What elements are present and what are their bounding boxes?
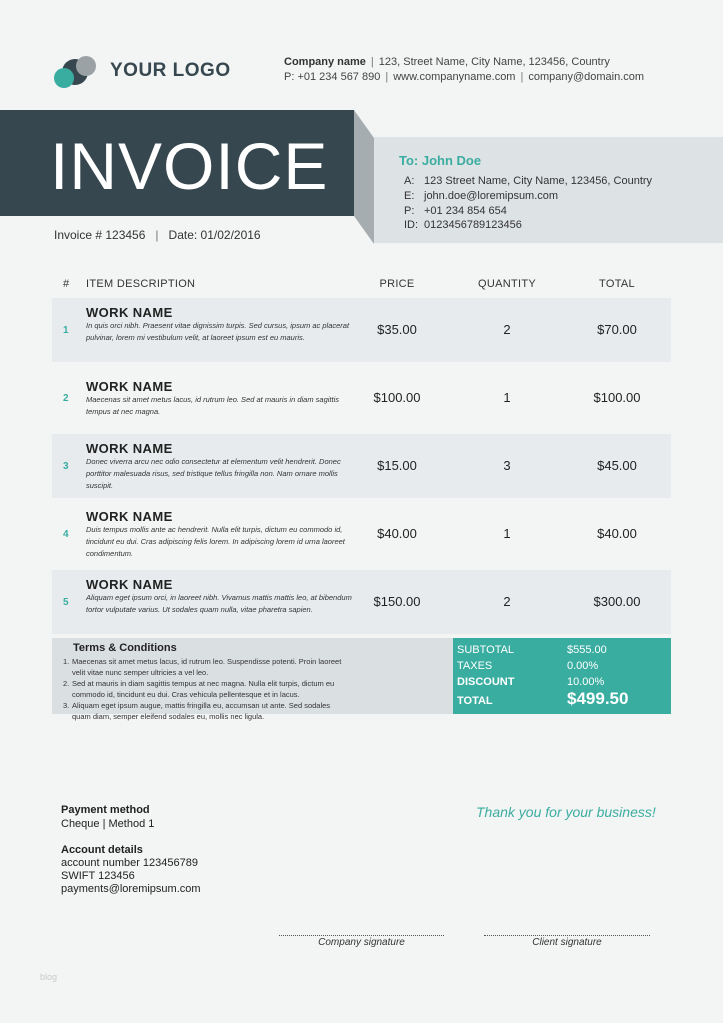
row-price: $100.00 xyxy=(373,390,421,405)
row-description: Donec viverra arcu nec odio consectetur at elementum velit hendrerit. Donec porttitor malesuada risus, sed tristique tellus fringilla non. Nam ornare mollis suscipit. xyxy=(86,457,341,490)
company-email[interactable]: company@domain.com xyxy=(528,71,645,83)
recipient-name: To: John Doe xyxy=(399,153,482,168)
row-number: 3 xyxy=(63,461,69,472)
company-address: 123, Street Name, City Name, 123456, Country xyxy=(378,56,610,68)
client-signature-line xyxy=(484,935,650,936)
terms-title: Terms & Conditions xyxy=(73,642,177,654)
swift-code: SWIFT 123456 xyxy=(61,870,135,882)
row-quantity: 2 xyxy=(503,594,511,609)
row-work-name: WORK NAME xyxy=(86,379,173,394)
total-value: $499.50 xyxy=(567,689,629,708)
discount-label: DISCOUNT xyxy=(457,676,515,688)
recipient-address: A: 123 Street Name, City Name, 123456, Country xyxy=(404,175,653,187)
row-number: 5 xyxy=(63,597,69,608)
terms-item: 1. Maecenas sit amet metus lacus, id rutrum leo. Suspendisse potenti. Proin laoreet velit vitae nunc semper ultricies a vel leo. xyxy=(63,657,342,677)
row-price: $15.00 xyxy=(377,458,417,473)
client-signature-label: Client signature xyxy=(532,937,602,948)
company-info-line1: Company name | 123, Street Name, City Name, 123456, Country xyxy=(284,56,610,68)
subtotal-label: SUBTOTAL xyxy=(457,644,515,656)
row-total: $40.00 xyxy=(597,526,637,541)
watermark-text: blog xyxy=(40,972,58,982)
account-details-title: Account details xyxy=(61,844,143,856)
row-work-name: WORK NAME xyxy=(86,577,173,592)
row-price: $150.00 xyxy=(373,594,421,609)
row-total: $70.00 xyxy=(597,322,637,337)
terms-list xyxy=(63,656,348,722)
row-price: $35.00 xyxy=(377,322,417,337)
row-quantity: 2 xyxy=(503,322,511,337)
row-total: $100.00 xyxy=(593,390,641,405)
band-fold-decoration xyxy=(354,110,374,244)
row-quantity: 3 xyxy=(503,458,511,473)
row-description: Duis tempus mollis ante ac hendrerit. Nulla elit turpis, dictum eu commodo id, tincidunt eu dui. Cras adipiscing felis lorem. In adipiscing lorem id urna laoreet condimentum. xyxy=(86,525,345,558)
row-number: 4 xyxy=(63,529,69,540)
row-total: $300.00 xyxy=(593,594,641,609)
row-description: Aliquam eget ipsum orci, in laoreet nibh. Vivamus mattis mattis leo, at bibendum tortor vulputate varius. Ut sodales quam nulla, vitae pharetra sapien. xyxy=(86,593,352,614)
taxes-value: 0.00% xyxy=(567,660,599,672)
terms-item: 2. Sed at mauris in diam sagittis tempus at nec magna. Nulla elit turpis, dictum eu commodo id, tincidunt eu dui. Cras vehicula pellentesque et in lacus. xyxy=(63,679,335,699)
row-description: In quis orci nibh. Praesent vitae dignissim turpis. Sed cursus, ipsum ac placerat pulvinar, lorem mi vestibulum velit, at laoreet ipsum est eu mauris. xyxy=(86,321,350,342)
row-work-name: WORK NAME xyxy=(86,305,173,320)
logo-text: YOUR LOGO xyxy=(110,60,231,81)
subtotal-value: $555.00 xyxy=(567,644,607,656)
col-header-total: TOTAL xyxy=(599,278,635,290)
row-quantity: 1 xyxy=(503,390,511,405)
terms-item: 3. Aliquam eget ipsum augue, mattis fringilla eu, accumsan ut ante. Sed sodales quam diam, semper eleifend sodales eu, mollis nec ligula. xyxy=(63,701,331,721)
invoice-date: Date: 01/02/2016 xyxy=(168,228,261,242)
col-header-price: PRICE xyxy=(379,278,415,290)
company-name: Company name xyxy=(284,56,366,68)
company-signature-label: Company signature xyxy=(318,937,405,948)
row-price: $40.00 xyxy=(377,526,417,541)
logo-icon xyxy=(52,55,98,89)
row-number: 2 xyxy=(63,393,69,404)
account-number: account number 123456789 xyxy=(61,857,198,869)
thank-you-message: Thank you for your business! xyxy=(476,804,656,820)
col-header-quantity: QUANTITY xyxy=(477,278,536,290)
company-signature-line xyxy=(279,935,444,936)
row-total: $45.00 xyxy=(597,458,637,473)
row-quantity: 1 xyxy=(503,526,511,541)
row-description: Maecenas sit amet metus lacus, id rutrum leo. Sed at mauris in diam sagittis tempus at nec magna. xyxy=(86,395,340,416)
recipient-id: ID: 0123456789123456 xyxy=(404,219,522,231)
total-label: TOTAL xyxy=(457,695,493,707)
company-info-line2: P: +01 234 567 890 | www.companyname.com | company@domain.com xyxy=(284,71,645,83)
row-work-name: WORK NAME xyxy=(86,441,173,456)
company-phone: P: +01 234 567 890 xyxy=(284,71,381,83)
row-work-name: WORK NAME xyxy=(86,509,173,524)
invoice-number: Invoice # 123456 xyxy=(54,228,146,242)
recipient-phone: P: +01 234 854 654 xyxy=(404,205,507,217)
company-website[interactable]: www.companyname.com xyxy=(393,71,516,83)
invoice-meta: Invoice # 123456 | Date: 01/02/2016 xyxy=(54,228,261,242)
col-header-description: ITEM DESCRIPTION xyxy=(86,278,196,290)
recipient-email: E: john.doe@loremipsum.com xyxy=(404,190,559,202)
col-header-num: # xyxy=(63,278,70,290)
payment-email: payments@loremipsum.com xyxy=(61,883,201,895)
payment-method-value: Cheque | Method 1 xyxy=(61,818,155,830)
row-number: 1 xyxy=(63,325,69,336)
payment-method-title: Payment method xyxy=(61,804,150,816)
taxes-label: TAXES xyxy=(457,660,493,672)
discount-value: 10.00% xyxy=(567,676,605,688)
invoice-title: INVOICE xyxy=(50,129,329,203)
